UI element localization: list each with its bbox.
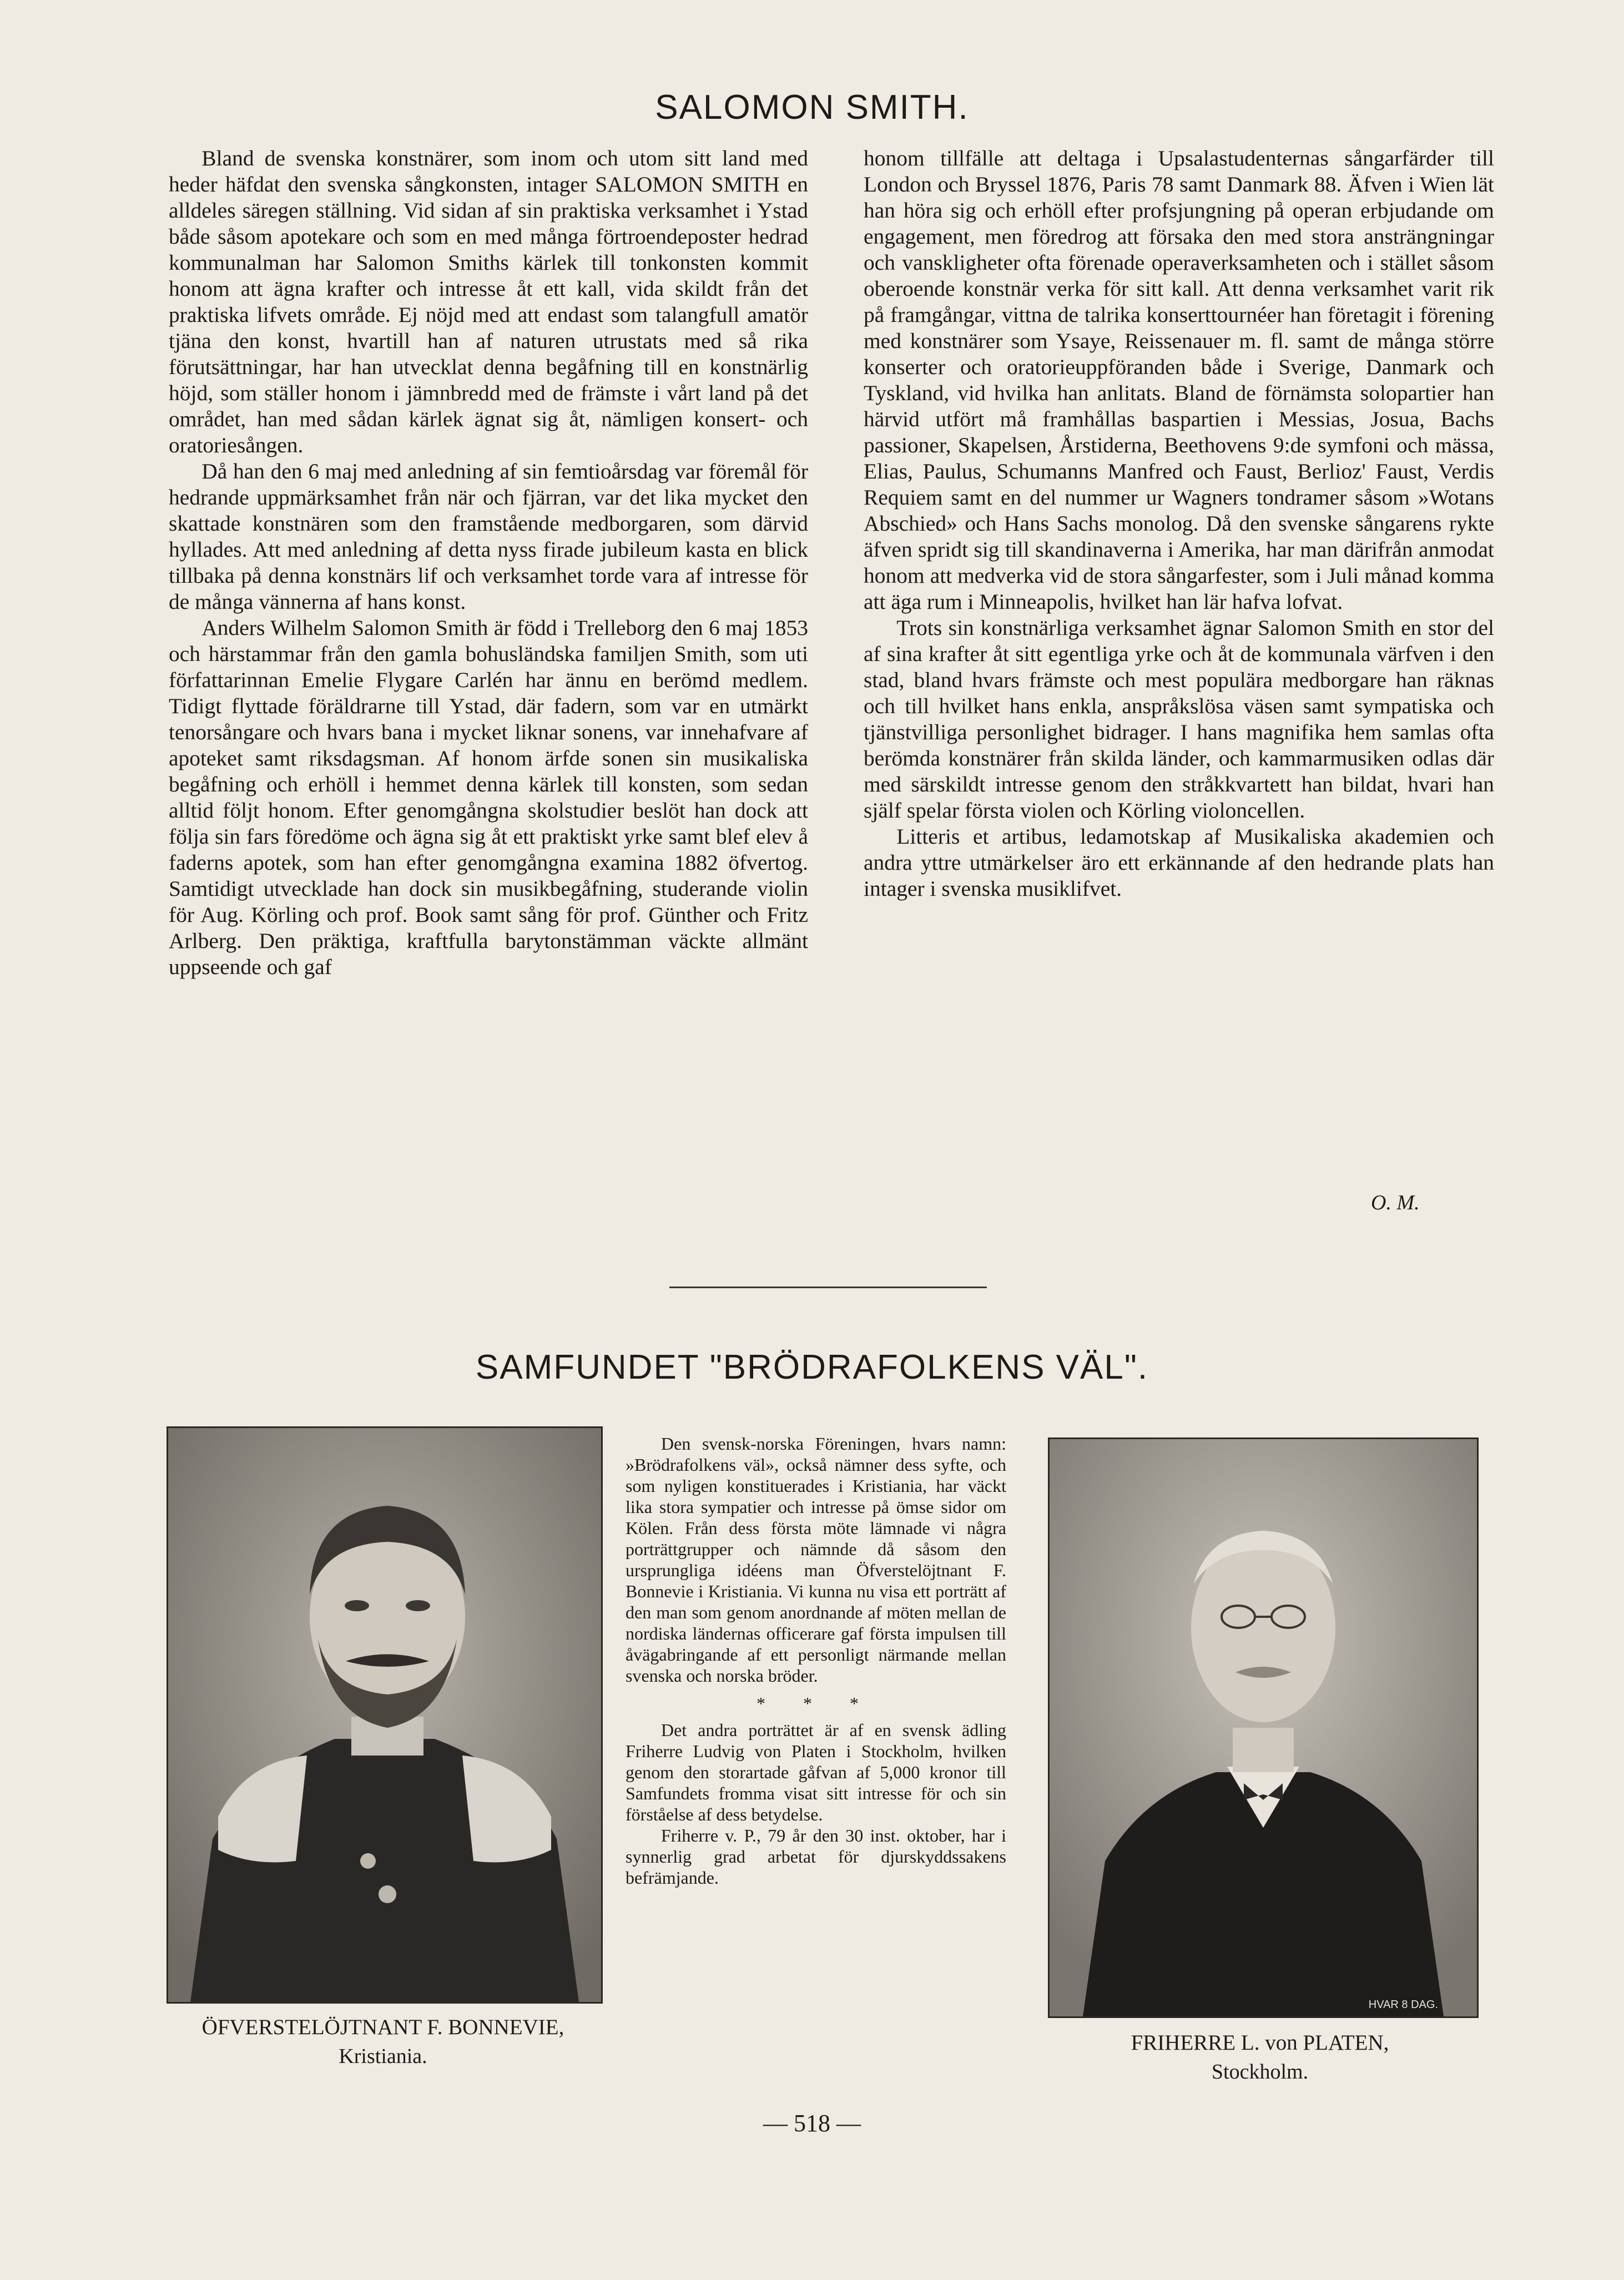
portrait-gentleman-illustration [1050,1439,1477,2016]
middle-text-column [626,1433,1006,1888]
caption-name: ÖFVERSTELÖJTNANT F. BONNEVIE, [201,2015,564,2039]
caption-place: Kristiania. [339,2045,427,2068]
paragraph: Friherre v. P., 79 år den 30 inst. oktober, har i synnerlig grad arbetat för djurskyddssakens befrämjande. [626,1825,1006,1888]
paragraph: Det andra porträttet är af en svensk ädling Friherre Ludvig von Platen i Stockholm, hvilken genom den storartade gåfvan af 5,000 kronor till Samfundets fromma visat sitt intresse för och sin förståelse af dess betydelse. [626,1720,1006,1824]
caption-place: Stockholm. [1211,2060,1309,2084]
paragraph: Trots sin konstnärliga verksamhet ägnar Salomon Smith en stor del af sina krafter åt sitt egentliga yrke och åt de kommunala värfven i den stad, bland hvars främste och mest populära medborgare han räknas och till hvilket hans enkla, anspråkslösa väsen samt sympatiska och tjänstvilliga personlighet bidrager. I hans magnifika hem samlas ofta berömda konstnärer från skilda länder, och kammarmusiken odlas där med särskildt intresse genom den stråkkvartett han bildat, hvari han själf spelar första violen och Körling violoncellen. [864,616,1494,823]
article-title-samfundet: SAMFUNDET "BRÖDRAFOLKENS VÄL". [475,1348,1149,1386]
paragraph: Anders Wilhelm Salomon Smith är född i Trelleborg den 6 maj 1853 och härstammar från den gamla bohusländska familjen Smith, som uti författarinnan Emelie Flygare Carlén har ännu en berömd medlem. Tidigt flyttade föräldrarne till Ystad, där fadern, som var en utmärkt tenorsångare och hvars bana i mycket liknar sonens, var innehafvare af apoteket samt riksdagsman. Af honom ärfde sonen sin musikaliska begåfning och erhöll i hemmet denna kärlek till konsten, som sedan alltid följt honom. Efter genomgångna skolstudier beslöt han dock att följa sin fars föredöme och ägna sig åt ett praktiskt yrke samt blef elev å faderns apotek, som han efter genomgångna examina 1882 öfvertog. Samtidigt utvecklade han dock sin musikbegåfning, studerande violin för Aug. Körling och prof. Book samt sång för prof. Günther och Fritz Arlberg. Den präktiga, kraftfulla barytonstämman väckte allmänt uppseende och gaf [169,616,808,979]
paragraph: Litteris et artibus, ledamotskap af Musikaliska akademien och andra yttre utmärkelser äro ett erkännande af den hedrande plats han intager i svenska musiklifvet. [864,824,1494,901]
author-signature: O. M. [1371,1191,1420,1214]
paragraph: Den svensk-norska Föreningen, hvars namn: »Brödrafolkens väl», också nämner dess syfte, och som nyligen konstituerades i Kristiania, har väckt lika stora sympatier och intresse på ömse sidor om Kölen. Från dess första möte lämnade vi några porträttgrupper och nämnde då såsom den ursprungliga idéens man Öfverstelöjtnant F. Bonnevie i Kristiania. Vi kunna nu visa ett porträtt af den man som genom anordnande af möten mellan de nordiska ländernas officerare gaf första impulsen till åvägabringande af ett personligt närmande mellan svenska och norska bröder. [626,1434,1006,1686]
paragraph: Då han den 6 maj med anledning af sin femtioårsdag var föremål för hedrande uppmärksamhet från när och fjärran, var det lika mycket den skattade konstnären som den framstående medborgaren, som därvid hyllades. Att med anledning af detta nyss firade jubileum kasta en blick tillbaka på denna konstnärs lif och verksamhet torde vara af intresse för de många vännerna af hans konst. [169,459,808,614]
right-column [864,145,1494,902]
page-number: — 518 — [763,2110,861,2137]
photo-credit: HVAR 8 DAG. [1368,1999,1438,2011]
caption-bonnevie [139,2013,627,2071]
portrait-officer-illustration [168,1428,601,2002]
left-column [169,145,808,980]
paragraph: honom tillfälle att deltaga i Upsalastudenternas sångarfärder till London och Bryssel 1876, Paris 78 samt Danmark 88. Äfven i Wien lät han höra sig och erhöll efter profsjungning på operan erbjudande om engagement, men föredrog att försaka den med stora ansträngningar och vanskligheter ofta förenade operaverksamheten och i stället såsom oberoende konstnär verka för sitt kall. Att denna verksamhet varit rik på framgångar, vittna de talrika konserttournéer han företagit i förening med konstnärer som Ysaye, Reissenauer m. fl. samt de många större konserter och oratorieuppföranden både i Sverige, Danmark och Tyskland, vid hvilka han anlitats. Bland de förnämsta solopartier han härvid utfört må framhållas baspartien i Messias, Josua, Bachs passioner, Skapelsen, Årstiderna, Beethovens 9:de symfoni och mässa, Elias, Paulus, Schumanns Manfred och Faust, Berlioz' Faust, Verdis Requiem samt en del nummer ur Wagners tondramer såsom »Wotans Abschied» och Hans Sachs monolog. Då den svenske sångarens rykte äfven spridt sig till skandinaverna i Amerika, har man därifrån anmodat honom att medverka vid de stora sångarfester, som i Juli månad komma att äga rum i Minneapolis, hvilket han lär hafva lofvat. [864,146,1494,614]
caption-name: FRIHERRE L. von PLATEN, [1131,2031,1389,2055]
portrait-von-platen [1048,1437,1479,2018]
portrait-bonnevie [167,1426,603,2004]
article-title-salomon-smith: SALOMON SMITH. [655,88,969,127]
paragraph: Bland de svenska konstnärer, som inom och utom sitt land med heder häfdat den svenska sångkonsten, intager SALOMON SMITH en alldeles säregen ställning. Vid sidan af sin praktiska verksamhet i Ystad både såsom apotekare och som en med många förtroendeposter hedrad kommunalman har Salomon Smiths kärlek till tonkonsten kommit honom att ägna krafter och intresse åt ett kall, vida skildt från det praktiska lifvets område. Ej nöjd med att endast som talangfull amatör tjäna den konst, hvartill han af naturen utrustats med så rika förutsättningar, har han utvecklat denna begåfning till en konstnärlig höjd, som ställer honom i jämnbredd med de främste i vårt land på det området, han med sådan kärlek ägnat sig åt, nämligen konsert- och oratoriesången. [169,146,808,457]
section-stars: * * * [756,1693,875,1713]
section-divider [669,1287,987,1288]
caption-von-platen [1021,2029,1499,2086]
